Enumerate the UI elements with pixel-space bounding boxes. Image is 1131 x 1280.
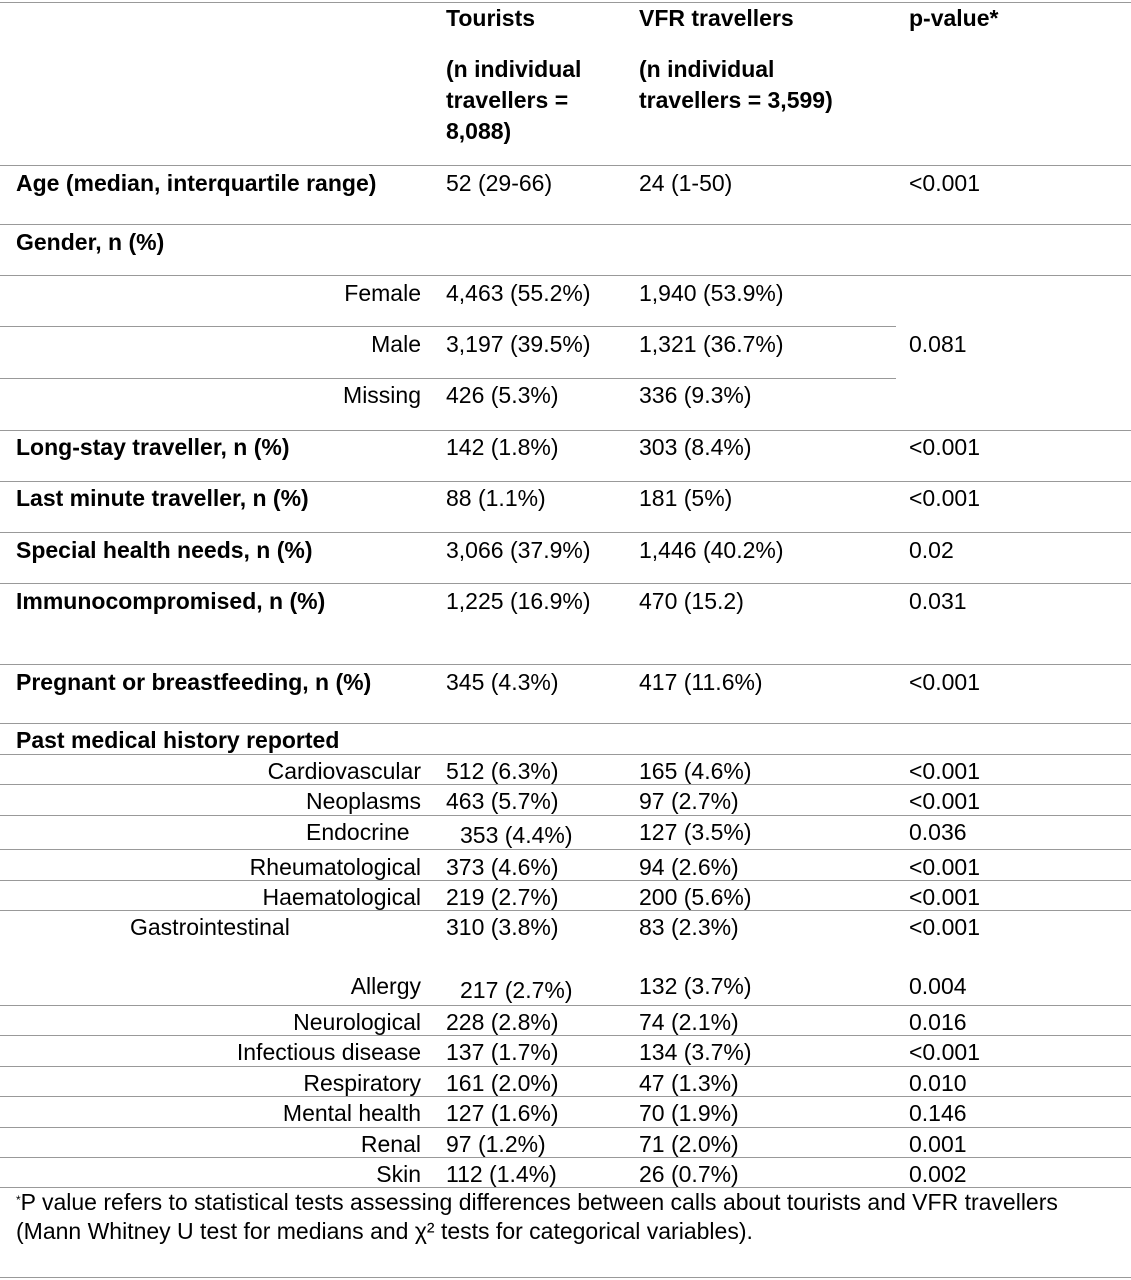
row-label-missing: Missing [343, 382, 421, 408]
row-label-renal: Renal [360, 1131, 421, 1157]
cell-p-rheuma: <0.001 [909, 854, 980, 880]
rule [0, 326, 896, 327]
rule [0, 815, 1131, 816]
cell-tourists-male: 3,197 (39.5%) [446, 331, 591, 357]
row-label-lastminute: Last minute traveller, n (%) [16, 485, 309, 511]
cell-p-infectious: <0.001 [909, 1039, 980, 1065]
rule-top [0, 2, 1131, 3]
cell-p-allergy: 0.004 [909, 973, 967, 999]
cell-p-special: 0.02 [909, 537, 954, 563]
cell-vfr-neuro: 74 (2.1%) [639, 1009, 739, 1035]
row-label-haema: Haematological [262, 884, 421, 910]
cell-p-cardio: <0.001 [909, 758, 980, 784]
header-tourists-n-line1: (n individual [446, 56, 582, 82]
cell-p-lastminute: <0.001 [909, 485, 980, 511]
cell-tourists-resp: 161 (2.0%) [446, 1070, 559, 1096]
row-label-gastro: Gastrointestinal [130, 914, 290, 940]
row-label-neoplasms: Neoplasms [305, 788, 421, 814]
cell-vfr-skin: 26 (0.7%) [639, 1161, 739, 1187]
rule [0, 224, 1131, 225]
row-label-resp: Respiratory [303, 1070, 421, 1096]
cell-tourists-endocrine: 353 (4.4%) [460, 822, 573, 848]
cell-p-pregnant: <0.001 [909, 669, 980, 695]
cell-tourists-skin: 112 (1.4%) [446, 1161, 557, 1187]
cell-tourists-neoplasms: 463 (5.7%) [446, 788, 559, 814]
cell-vfr-special: 1,446 (40.2%) [639, 537, 784, 563]
cell-vfr-male: 1,321 (36.7%) [639, 331, 784, 357]
rule [0, 1005, 1131, 1006]
rule-header-bottom [0, 165, 1131, 166]
cell-vfr-pregnant: 417 (11.6%) [639, 669, 763, 695]
header-tourists-n-line3: 8,088) [446, 118, 512, 144]
cell-tourists-special: 3,066 (37.9%) [446, 537, 591, 563]
header-pvalue: p-value* [909, 5, 999, 31]
row-label-immuno: Immunocompromised, n (%) [16, 588, 326, 614]
row-label-skin: Skin [376, 1161, 421, 1187]
cell-tourists-mental: 127 (1.6%) [446, 1100, 559, 1126]
cell-tourists-lastminute: 88 (1.1%) [446, 485, 546, 511]
cell-vfr-rheuma: 94 (2.6%) [639, 854, 739, 880]
cell-vfr-renal: 71 (2.0%) [639, 1131, 739, 1157]
row-label-special: Special health needs, n (%) [16, 537, 313, 563]
cell-p-endocrine: 0.036 [909, 819, 967, 845]
cell-vfr-resp: 47 (1.3%) [639, 1070, 739, 1096]
cell-vfr-infectious: 134 (3.7%) [639, 1039, 752, 1065]
cell-vfr-haema: 200 (5.6%) [639, 884, 752, 910]
cell-p-longstay: <0.001 [909, 434, 980, 460]
cell-vfr-longstay: 303 (8.4%) [639, 434, 752, 460]
row-label-endocrine: Endocrine [306, 819, 410, 845]
header-tourists: Tourists [446, 5, 536, 31]
row-label-infectious: Infectious disease [236, 1039, 421, 1065]
row-label-female: Female [344, 280, 421, 306]
row-label-pmh: Past medical history reported [16, 727, 340, 753]
cell-vfr-missing: 336 (9.3%) [639, 382, 752, 408]
cell-p-gender: 0.081 [909, 331, 967, 357]
cell-tourists-allergy: 217 (2.7%) [460, 977, 573, 1003]
cell-tourists-neuro: 228 (2.8%) [446, 1009, 559, 1035]
table-footnote [16, 1188, 1116, 1246]
cell-tourists-female: 4,463 (55.2%) [446, 280, 591, 306]
row-label-cardio: Cardiovascular [267, 758, 421, 784]
cell-tourists-longstay: 142 (1.8%) [446, 434, 559, 460]
rule [0, 1127, 1131, 1128]
rule [0, 378, 896, 379]
cell-p-resp: 0.010 [909, 1070, 967, 1096]
rule [0, 532, 1131, 533]
cell-vfr-mental: 70 (1.9%) [639, 1100, 739, 1126]
row-label-rheuma: Rheumatological [249, 854, 421, 880]
header-vfr-n-line1: (n individual [639, 56, 775, 82]
cell-vfr-female: 1,940 (53.9%) [639, 280, 784, 306]
cell-p-mental: 0.146 [909, 1100, 967, 1126]
cell-p-neuro: 0.016 [909, 1009, 967, 1035]
header-vfr-n-line2: travellers = 3,599) [639, 87, 833, 113]
row-label-allergy: Allergy [350, 973, 421, 999]
cell-tourists-age: 52 (29-66) [446, 170, 553, 196]
cell-tourists-cardio: 512 (6.3%) [446, 758, 559, 784]
rule [0, 1066, 1131, 1067]
footnote-text: P value refers to statistical tests assessing differences between calls about tourists and VFR travellers (Mann Whitney U test for medians and χ² tests for categorical variables). [16, 1189, 1058, 1244]
rule [0, 723, 1131, 724]
rule [0, 664, 1131, 665]
rule [0, 430, 1131, 431]
footnote-marker: * [16, 1193, 21, 1207]
cell-vfr-allergy: 132 (3.7%) [639, 973, 752, 999]
cell-p-renal: 0.001 [909, 1131, 967, 1157]
cell-tourists-pregnant: 345 (4.3%) [446, 669, 559, 695]
cell-p-age: <0.001 [909, 170, 980, 196]
cell-vfr-endocrine: 127 (3.5%) [639, 819, 752, 845]
cell-tourists-missing: 426 (5.3%) [446, 382, 559, 408]
rule [0, 275, 1131, 276]
cell-p-skin: 0.002 [909, 1161, 967, 1187]
row-label-age: Age (median, interquartile range) [16, 170, 377, 196]
cell-tourists-infectious: 137 (1.7%) [446, 1039, 559, 1065]
rule [0, 849, 1131, 850]
cell-p-gastro: <0.001 [909, 914, 980, 940]
header-vfr: VFR travellers [639, 5, 794, 31]
cell-tourists-immuno: 1,225 (16.9%) [446, 588, 591, 614]
cell-p-neoplasms: <0.001 [909, 788, 980, 814]
rule-bottom [0, 1277, 1131, 1278]
cell-tourists-rheuma: 373 (4.6%) [446, 854, 559, 880]
cell-tourists-gastro: 310 (3.8%) [446, 914, 559, 940]
cell-vfr-cardio: 165 (4.6%) [639, 758, 752, 784]
cell-vfr-neoplasms: 97 (2.7%) [639, 788, 739, 814]
cell-vfr-lastminute: 181 (5%) [639, 485, 733, 511]
cell-vfr-gastro: 83 (2.3%) [639, 914, 739, 940]
cell-p-haema: <0.001 [909, 884, 980, 910]
row-label-longstay: Long-stay traveller, n (%) [16, 434, 290, 460]
rule [0, 583, 1131, 584]
row-label-pregnant: Pregnant or breastfeeding, n (%) [16, 669, 372, 695]
cell-vfr-age: 24 (1-50) [639, 170, 733, 196]
cell-tourists-haema: 219 (2.7%) [446, 884, 559, 910]
header-tourists-n-line2: travellers = [446, 87, 569, 113]
rule [0, 481, 1131, 482]
cell-tourists-renal: 97 (1.2%) [446, 1131, 546, 1157]
row-label-neuro: Neurological [293, 1009, 421, 1035]
row-label-male: Male [371, 331, 421, 357]
cell-vfr-immuno: 470 (15.2) [639, 588, 744, 614]
rule [0, 754, 1131, 755]
cell-p-immuno: 0.031 [909, 588, 967, 614]
row-label-mental: Mental health [282, 1100, 421, 1126]
row-label-gender: Gender, n (%) [16, 229, 165, 255]
